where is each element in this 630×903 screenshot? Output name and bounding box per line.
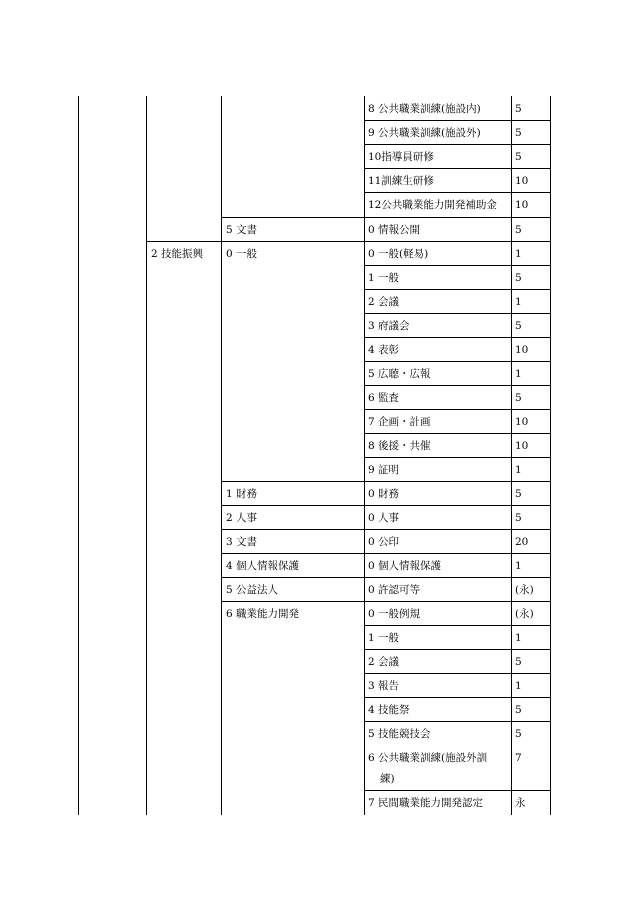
row-10-period: 10 (515, 344, 529, 356)
row-23-period: 5 (515, 656, 522, 668)
row-16-l3: 1 財務 (226, 488, 258, 500)
row-25-period: 5 (515, 704, 522, 716)
row-19-l3: 4 個人情報保護 (226, 560, 300, 572)
row-rule (364, 289, 550, 290)
column-rule-6 (550, 96, 551, 815)
row-rule (221, 553, 550, 554)
row-rule (221, 481, 550, 482)
row-5-l4: 0 情報公開 (368, 224, 421, 236)
row-9-l4: 3 府議会 (368, 320, 410, 332)
row-6-period: 1 (515, 248, 522, 260)
row-27-period: 7 (515, 752, 522, 764)
row-6-l4: 0 一般(軽易) (368, 248, 429, 260)
row-1-period: 5 (515, 127, 522, 139)
row-10-l4: 4 表彰 (368, 344, 400, 356)
row-25-l4: 4 技能祭 (368, 704, 410, 716)
row-18-l4: 0 公印 (368, 536, 400, 548)
row-5-period: 5 (515, 224, 522, 236)
row-9-period: 5 (515, 320, 522, 332)
row-13-l4: 7 企画・計画 (368, 416, 431, 428)
row-11-period: 1 (515, 368, 522, 380)
column-rule-4 (364, 96, 365, 815)
row-17-l3: 2 人事 (226, 512, 258, 524)
row-28-l4: 7 民間職業能力開発認定 (368, 797, 484, 809)
row-rule (364, 313, 550, 314)
row-7-l4: 1 一般 (368, 272, 400, 284)
row-0-l4: 8 公共職業訓練(施設内) (368, 103, 481, 115)
row-11-l4: 5 広聴・広報 (368, 368, 431, 380)
row-rule (364, 385, 550, 386)
row-20-l3: 5 公益法人 (226, 584, 279, 596)
row-6-l3: 0 一般 (226, 248, 258, 260)
row-15-l4: 9 証明 (368, 464, 400, 476)
row-27-l4: 6 公共職業訓練(施設外訓 (368, 752, 488, 764)
row-rule (146, 241, 550, 242)
row-21-l4: 0 一般例規 (368, 608, 421, 620)
row-rule (364, 625, 550, 626)
row-22-period: 1 (515, 632, 522, 644)
row-rule (364, 649, 550, 650)
row-rule (364, 144, 550, 145)
row-16-l4: 0 財務 (368, 488, 400, 500)
row-rule (364, 192, 550, 193)
row-24-period: 1 (515, 680, 522, 692)
row-14-l4: 8 後援・共催 (368, 440, 431, 452)
row-rule (364, 433, 550, 434)
row-4-period: 10 (515, 199, 529, 211)
row-20-period: (永) (515, 584, 534, 596)
row-26-l4: 5 技能競技会 (368, 728, 431, 740)
row-23-l4: 2 会議 (368, 656, 400, 668)
row-rule (364, 457, 550, 458)
row-rule (364, 697, 550, 698)
row-22-l4: 1 一般 (368, 632, 400, 644)
row-rule (364, 409, 550, 410)
row-rule (221, 505, 550, 506)
column-rule-2 (146, 96, 147, 815)
row-7-period: 5 (515, 272, 522, 284)
row-18-period: 20 (515, 536, 529, 548)
row-14-period: 10 (515, 440, 529, 452)
row-17-period: 5 (515, 512, 522, 524)
row-2-period: 5 (515, 151, 522, 163)
row-3-l4: 11訓練生研修 (368, 175, 434, 187)
row-21-period: (永) (515, 608, 534, 620)
row-12-period: 5 (515, 392, 522, 404)
row-rule (364, 120, 550, 121)
row-rule (364, 721, 550, 722)
row-rule (221, 217, 550, 218)
row-13-period: 10 (515, 416, 529, 428)
row-0-period: 5 (515, 103, 522, 115)
row-rule (221, 529, 550, 530)
row-21-l3: 6 職業能力開発 (226, 608, 300, 620)
row-4-l4: 12公共職業能力開発補助金 (368, 199, 497, 211)
row-8-l4: 2 会議 (368, 296, 400, 308)
row-2-l4: 10指導員研修 (368, 151, 434, 163)
row-rule (221, 601, 550, 602)
row-18-l3: 3 文書 (226, 536, 258, 548)
row-26-period: 5 (515, 728, 522, 740)
row-27-l4-cont: 練) (380, 773, 395, 785)
row-19-period: 1 (515, 560, 522, 572)
column-rule-1 (78, 96, 79, 815)
row-17-l4: 0 人事 (368, 512, 400, 524)
row-1-l4: 9 公共職業訓練(施設外) (368, 127, 481, 139)
row-5-l3: 5 文書 (226, 224, 258, 236)
row-rule (364, 790, 550, 791)
row-12-l4: 6 監査 (368, 392, 400, 404)
row-6-l2: 2 技能振興 (151, 248, 204, 260)
row-24-l4: 3 報告 (368, 680, 400, 692)
row-3-period: 10 (515, 175, 529, 187)
column-rule-3 (221, 96, 222, 815)
row-rule (364, 337, 550, 338)
row-8-period: 1 (515, 296, 522, 308)
row-rule (221, 577, 550, 578)
row-rule (364, 265, 550, 266)
row-15-period: 1 (515, 464, 522, 476)
row-16-period: 5 (515, 488, 522, 500)
column-rule-5 (511, 96, 512, 815)
row-19-l4: 0 個人情報保護 (368, 560, 442, 572)
row-28-period: 永 (515, 797, 526, 809)
row-rule (364, 168, 550, 169)
row-20-l4: 0 許認可等 (368, 584, 421, 596)
row-rule (364, 361, 550, 362)
row-rule (364, 673, 550, 674)
